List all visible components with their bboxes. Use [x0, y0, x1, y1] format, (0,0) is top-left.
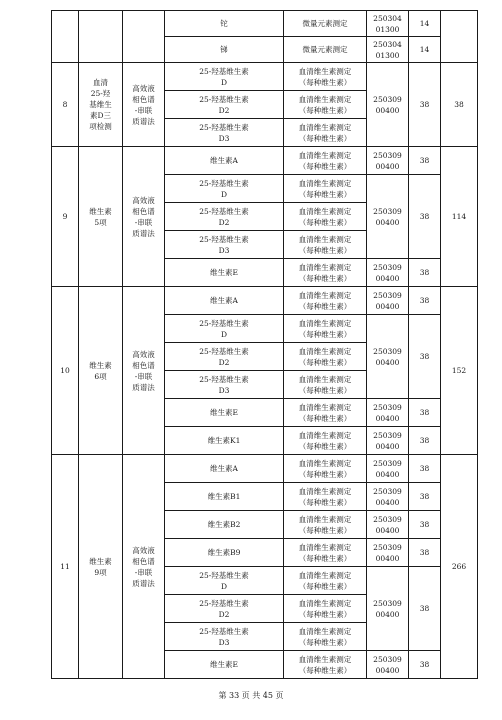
price-cell: 38	[409, 483, 441, 511]
price-cell: 38	[409, 399, 441, 427]
test-cell: 血清维生素测定 （每种维生素）	[284, 231, 367, 259]
test-cell: 血清维生素测定 （每种维生素）	[284, 539, 367, 567]
price-cell: 38	[409, 259, 441, 287]
method-cell: 高效液 相色谱 -串联 质谱法	[123, 63, 165, 147]
fee-table	[51, 10, 478, 679]
price-cell: 38	[409, 287, 441, 315]
item-cell: 25-羟基维生素 D	[165, 315, 284, 343]
item-cell: 维生素E	[165, 399, 284, 427]
item-cell: 维生素A	[165, 287, 284, 315]
table-row	[52, 287, 478, 315]
test-cell: 血清维生素测定 （每种维生素）	[284, 371, 367, 399]
test-cell: 血清维生素测定 （每种维生素）	[284, 567, 367, 595]
item-cell: 25-羟基维生素 D3	[165, 119, 284, 147]
test-cell: 血清维生素测定 （每种维生素）	[284, 483, 367, 511]
item-cell: 25-羟基维生素 D2	[165, 91, 284, 119]
code-cell: 250304 01300	[367, 11, 409, 37]
package-name-cell: 维生素 5项	[79, 147, 123, 287]
table-row	[52, 455, 478, 483]
price-cell: 38	[409, 63, 441, 147]
table-row	[52, 11, 478, 37]
code-cell: 250309 00400	[367, 399, 409, 427]
test-cell: 血清维生素测定 （每种维生素）	[284, 511, 367, 539]
price-cell: 14	[409, 37, 441, 63]
test-cell: 微量元素测定	[284, 11, 367, 37]
name-cell	[79, 11, 123, 63]
test-cell: 血清维生素测定 （每种维生素）	[284, 203, 367, 231]
test-cell: 血清维生素测定 （每种维生素）	[284, 287, 367, 315]
method-cell: 高效液 相色谱 -串联 质谱法	[123, 287, 165, 455]
code-cell: 250309 00400	[367, 567, 409, 651]
method-cell	[123, 11, 165, 63]
total-cell: 266	[441, 455, 478, 679]
item-cell: 维生素A	[165, 455, 284, 483]
test-cell: 血清维生素测定 （每种维生素）	[284, 63, 367, 91]
seq-cell: 9	[52, 147, 79, 287]
test-cell: 血清维生素测定 （每种维生素）	[284, 175, 367, 203]
method-cell: 高效液 相色谱 -串联 质谱法	[123, 455, 165, 679]
item-cell: 25-羟基维生素 D3	[165, 231, 284, 259]
test-cell: 血清维生素测定 （每种维生素）	[284, 651, 367, 679]
item-cell: 25-羟基维生素 D2	[165, 595, 284, 623]
code-cell: 250309 00400	[367, 483, 409, 511]
code-cell: 250309 00400	[367, 259, 409, 287]
item-cell: 25-羟基维生素 D	[165, 567, 284, 595]
code-cell: 250309 00400	[367, 511, 409, 539]
test-cell: 血清维生素测定 （每种维生素）	[284, 315, 367, 343]
price-cell: 38	[409, 175, 441, 259]
total-cell: 152	[441, 287, 478, 455]
total-cell: 114	[441, 147, 478, 287]
test-cell: 血清维生素测定 （每种维生素）	[284, 119, 367, 147]
method-cell: 高效液 相色谱 -串联 质谱法	[123, 147, 165, 287]
test-cell: 血清维生素测定 （每种维生素）	[284, 595, 367, 623]
total-cell: 38	[441, 63, 478, 147]
seq-cell: 8	[52, 63, 79, 147]
code-cell: 250309 00400	[367, 287, 409, 315]
test-cell: 微量元素测定	[284, 37, 367, 63]
item-cell: 25-羟基维生素 D	[165, 175, 284, 203]
package-name-cell: 维生素 6项	[79, 287, 123, 455]
test-cell: 血清维生素测定 （每种维生素）	[284, 259, 367, 287]
item-cell: 维生素B9	[165, 539, 284, 567]
code-cell: 250309 00400	[367, 315, 409, 399]
table-row	[52, 147, 478, 175]
table-row	[52, 63, 478, 91]
page-footer: 第 33 页 共 45 页	[218, 691, 284, 700]
test-cell: 血清维生素测定 （每种维生素）	[284, 623, 367, 651]
test-cell: 血清维生素测定 （每种维生素）	[284, 343, 367, 371]
item-cell: 维生素B1	[165, 483, 284, 511]
item-cell: 维生素E	[165, 651, 284, 679]
code-cell: 250309 00400	[367, 651, 409, 679]
price-cell: 38	[409, 651, 441, 679]
test-cell: 血清维生素测定 （每种维生素）	[284, 399, 367, 427]
test-cell: 血清维生素测定 （每种维生素）	[284, 427, 367, 455]
item-cell: 25-羟基维生素 D	[165, 63, 284, 91]
price-cell: 38	[409, 567, 441, 651]
item-cell: 维生素K1	[165, 427, 284, 455]
item-cell: 25-羟基维生素 D3	[165, 371, 284, 399]
item-cell: 25-羟基维生素 D2	[165, 203, 284, 231]
code-cell: 250309 00400	[367, 175, 409, 259]
package-name-cell: 维生素 9项	[79, 455, 123, 679]
code-cell: 250309 00400	[367, 455, 409, 483]
price-cell: 14	[409, 11, 441, 37]
test-cell: 血清维生素测定 （每种维生素）	[284, 147, 367, 175]
code-cell: 250309 00400	[367, 427, 409, 455]
item-cell: 25-羟基维生素 D3	[165, 623, 284, 651]
price-cell: 38	[409, 315, 441, 399]
item-cell: 维生素B2	[165, 511, 284, 539]
code-cell: 250309 00400	[367, 539, 409, 567]
item-cell: 25-羟基维生素 D2	[165, 343, 284, 371]
price-cell: 38	[409, 455, 441, 483]
item-cell: 铊	[165, 11, 284, 37]
code-cell: 250304 01300	[367, 37, 409, 63]
price-cell: 38	[409, 147, 441, 175]
code-cell: 250309 00400	[367, 147, 409, 175]
test-cell: 血清维生素测定 （每种维生素）	[284, 91, 367, 119]
item-cell: 维生素E	[165, 259, 284, 287]
code-cell: 250309 00400	[367, 63, 409, 147]
test-cell: 血清维生素测定 （每种维生素）	[284, 455, 367, 483]
seq-cell: 10	[52, 287, 79, 455]
price-cell: 38	[409, 539, 441, 567]
seq-cell	[52, 11, 79, 63]
item-cell: 维生素A	[165, 147, 284, 175]
price-cell: 38	[409, 511, 441, 539]
total-cell	[441, 11, 478, 63]
price-cell: 38	[409, 427, 441, 455]
package-name-cell: 血清 25-羟 基维生 素D三 项检测	[79, 63, 123, 147]
item-cell: 锑	[165, 37, 284, 63]
seq-cell: 11	[52, 455, 79, 679]
